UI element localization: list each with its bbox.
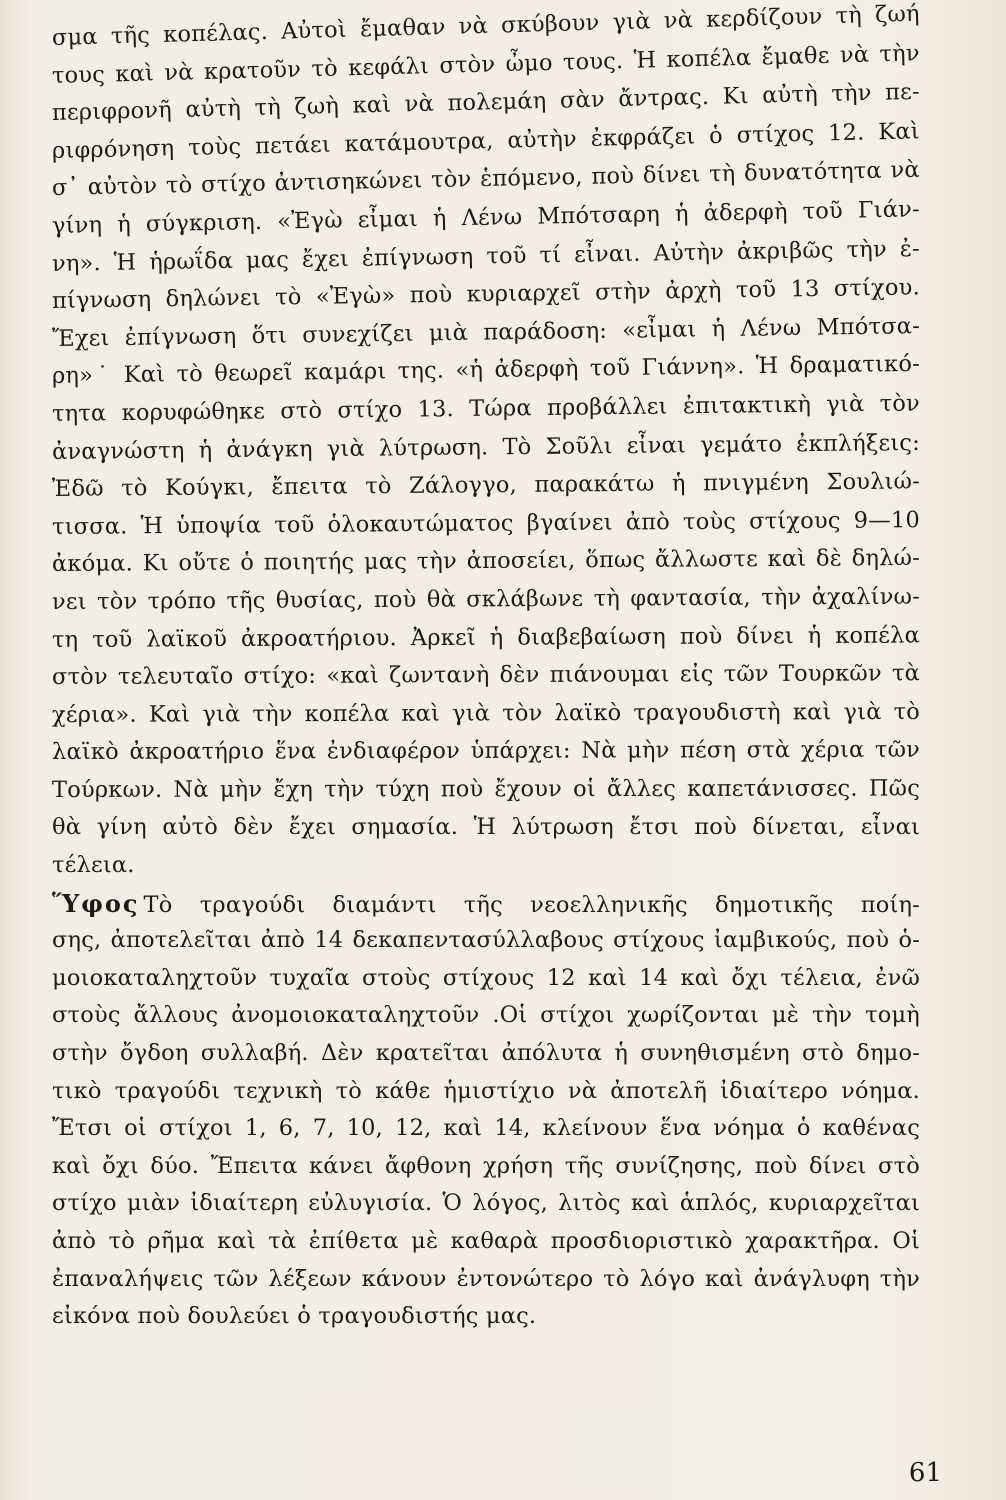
text-line: Τούρκων. Νὰ μὴν ἔχη τὴν τύχη ποὺ ἔχουν οἱ ἄλλες καπετάνισσες. Πῶς bbox=[51, 775, 921, 803]
text-line: πίγνωση δηλώνει τὸ «Ἐγὼ» ποὺ κυριαρχεῖ στὴν ἀρχὴ τοῦ 13 στίχου. bbox=[51, 274, 921, 315]
text-line: περιφρονῆ αὐτὴ τὴ ζωὴ καὶ νὰ πολεμάη σὰν ἄντρας. Κι αὐτὴ τὴν πε- bbox=[51, 78, 921, 127]
text-line: ἀπὸ τὸ ρῆμα καὶ τὰ ἐπίθετα μὲ καθαρὰ προσδιοριστικὸ χαρακτῆρα. Οἱ bbox=[52, 1228, 920, 1254]
paragraph-style bbox=[52, 885, 920, 1336]
text-line: ἀναγνώστη ἡ ἀνάγκη γιὰ λύτρωση. Τὸ Σοῦλι εἶναι γεμάτο ἐκπλήξεις: bbox=[51, 429, 921, 465]
text-line: στὸν τελευταῖο στίχο: «καὶ ζωντανὴ δὲν πιάνουμαι εἰς τῶν Τουρκῶν τὰ bbox=[51, 660, 921, 691]
text-line: ριφρόνηση τοὺς πετάει κατάμουτρα, αὐτὴν ἐκφράζει ὁ στίχος 12. Καὶ bbox=[51, 118, 921, 164]
text-line: Ἔχει ἐπίγνωση ὅτι συνεχίζει μιὰ παράδοση: «εἶμαι ἡ Λένω Μπότσα- bbox=[51, 312, 921, 352]
text-line: τικὸ τραγούδι τεχνικὴ τὸ κάθε ἡμιστίχιο νὰ ἀποτελῆ ἰδιαίτερο νόημα. bbox=[52, 1077, 920, 1104]
text-line: λαϊκὸ ἀκροατήριο ἕνα ἐνδιαφέρον ὑπάρχει: Νὰ μὴν πέση στὰ χέρια τῶν bbox=[51, 737, 921, 766]
text-line bbox=[52, 885, 920, 923]
text-line: θὰ γίνη αὐτὸ δὲν ἔχει σημασία. Ἡ λύτρωση ἔτσι ποὺ δίνεται, εἶναι bbox=[52, 814, 920, 841]
text-line: τισσα. Ἡ ὑποψία τοῦ ὁλοκαυτώματος βγαίνει ἀπὸ τοὺς στίχους 9—10 bbox=[51, 506, 921, 540]
text-line: ρη»˙ Καὶ τὸ θεωρεῖ καμάρι της. «ἡ ἀδερφὴ τοῦ Γιάννη». Ἡ δραματικό- bbox=[51, 351, 921, 390]
text-line: νη». Ἡ ἡρωΐδα μας ἔχει ἐπίγνωση τοῦ τί εἶναι. Αὐτὴν ἀκριβῶς τὴν ἐ- bbox=[51, 235, 921, 277]
text-line: σης, ἀποτελεῖται ἀπὸ 14 δεκαπεντασύλλαβους στίχους ἰαμβικούς, ποὺ ὁ- bbox=[52, 927, 920, 954]
text-line: Ἔτσι οἱ στίχοι 1, 6, 7, 10, 12, καὶ 14, κλείνουν ἕνα νόημα ὁ καθένας bbox=[52, 1115, 920, 1142]
text-line: στοὺς ἄλλους ἀνομοιοκαταληχτοῦν .Οἱ στίχοι χωρίζονται μὲ τὴν τομὴ bbox=[52, 1002, 920, 1029]
text-line: εἰκόνα ποὺ δουλεύει ὁ τραγουδιστής μας. bbox=[52, 1303, 537, 1330]
section-heading: Ὕφος bbox=[52, 888, 140, 918]
text-line: ἐπαναλήψεις τῶν λέξεων κάνουν ἐντονώτερο τὸ λόγο καὶ ἀνάγλυφη τὴν bbox=[52, 1265, 920, 1292]
text-line: νει τὸν τρόπο τῆς θυσίας, ποὺ θὰ σκλάβωνε τὴ φαντασία, τὴν ἀχαλίνω- bbox=[51, 583, 921, 615]
text-line: καὶ ὄχι δύο. Ἔπειτα κάνει ἄφθονη χρήση τῆς συνίζησης, ποὺ δίνει στὸ bbox=[52, 1152, 920, 1179]
text-line: Ἐδῶ τὸ Κούγκι, ἔπειτα τὸ Ζάλογγο, παρακάτω ἡ πνιγμένη Σουλιώ- bbox=[51, 468, 921, 503]
page-text bbox=[51, 0, 921, 1336]
text-line: τους καὶ νὰ κρατοῦν τὸ κεφάλι στὸν ὦμο τους. Ἡ κοπέλα ἔμαθε νὰ τὴν bbox=[51, 39, 921, 89]
paragraph-analysis bbox=[51, 0, 921, 885]
page-number: 61 bbox=[908, 1458, 942, 1488]
text-line: μοιοκαταληχτοῦν τυχαῖα στοὺς στίχους 12 καὶ 14 καὶ ὄχι τέλεια, ἐνῶ bbox=[52, 964, 920, 991]
text-line: τη τοῦ λαϊκοῦ ἀκροατήριου. Ἀρκεῖ ἡ διαβεβαίωση ποὺ δίνει ἡ κοπέλα bbox=[51, 621, 921, 653]
paragraph-opening: Τὸ τραγούδι διαμάντι τῆς νεοελληνικῆς δημοτικῆς ποίη- bbox=[143, 891, 920, 918]
text-line: σ᾽ αὐτὸν τὸ στίχο ἀντισηκώνει τὸν ἑπόμενο, ποὺ δίνει τὴ δυνατότητα νὰ bbox=[51, 157, 921, 202]
text-line: χέρια». Καὶ γιὰ τὴν κοπέλα καὶ γιὰ τὸν λαϊκὸ τραγουδιστὴ καὶ γιὰ τὸ bbox=[51, 698, 921, 728]
text-line: στίχο μιὰν ἰδιαίτερη εὐλυγισία. Ὁ λόγος, λιτὸς καὶ ἁπλός, κυριαρχεῖται bbox=[52, 1190, 920, 1217]
text-line: σμα τῆς κοπέλας. Αὐτοὶ ἔμαθαν νὰ σκύβουν γιὰ νὰ κερδίζουν τὴ ζωή bbox=[51, 0, 921, 51]
text-line: τητα κορυφώθηκε στὸ στίχο 13. Τώρα προβάλλει ἐπιτακτικὴ γιὰ τὸν bbox=[51, 390, 921, 427]
text-line: γίνη ἡ σύγκριση. «Ἐγὼ εἶμαι ἡ Λένω Μπότσαρη ἡ ἀδερφὴ τοῦ Γιάν- bbox=[51, 196, 921, 239]
text-line: τέλεια. bbox=[52, 852, 135, 879]
text-line: στὴν ὄγδοη συλλαβή. Δὲν κρατεῖται ἀπόλυτα ἡ συνηθισμένη στὸ δημο- bbox=[52, 1040, 920, 1067]
text-line: ἀκόμα. Κι οὔτε ὁ ποιητής μας τὴν ἀποσείει, ὅπως ἄλλωστε καὶ δὲ δηλώ- bbox=[51, 545, 921, 578]
